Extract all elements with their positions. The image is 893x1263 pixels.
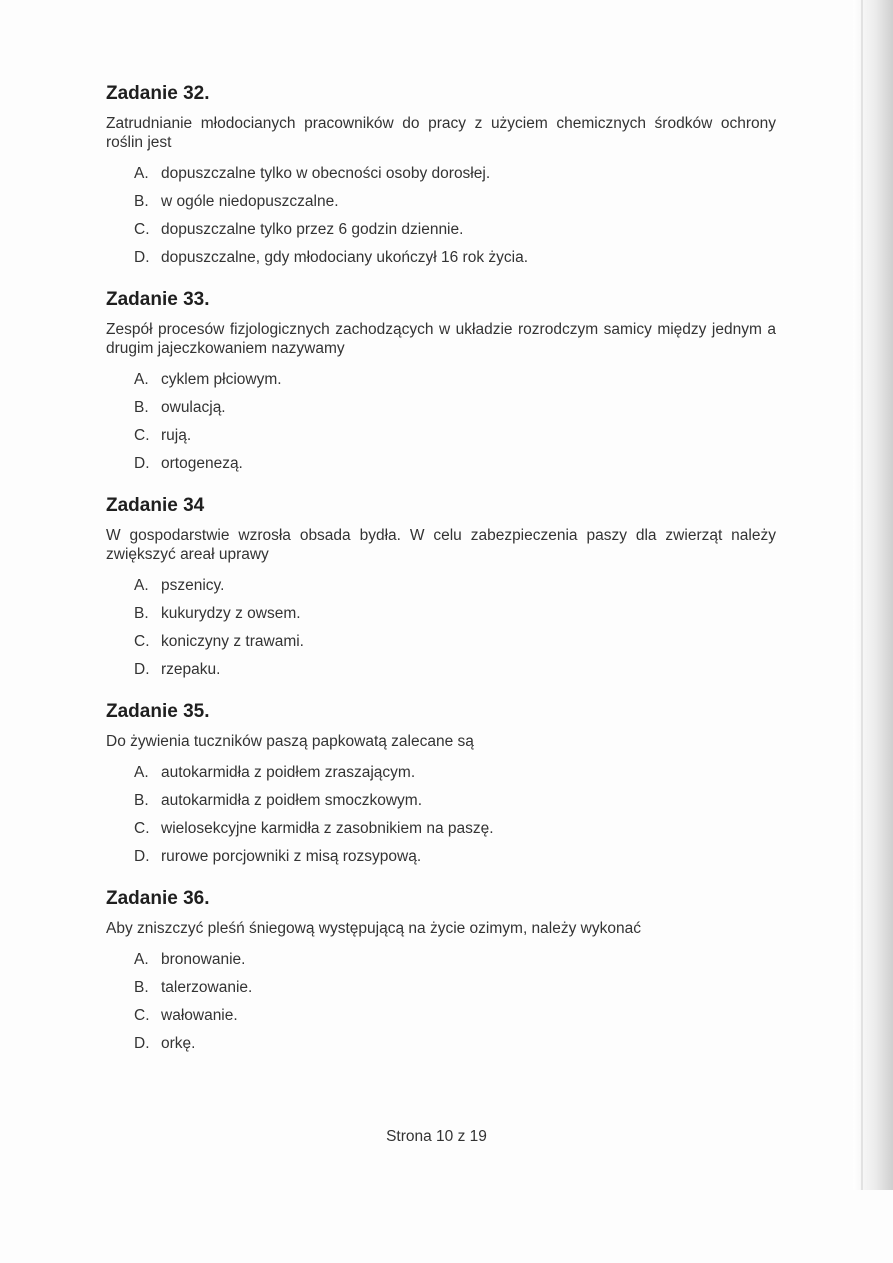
task-34: [106, 494, 776, 679]
answer-option-d: [134, 660, 776, 679]
answer-option-b: [134, 192, 776, 211]
answer-options: [106, 763, 776, 866]
option-letter: A.: [134, 577, 149, 594]
option-text: dopuszczalne, gdy młodociany ukończył 16 rok życia.: [161, 249, 529, 266]
answer-option-d: [134, 847, 776, 866]
answer-option-d: [134, 248, 776, 267]
task-question: Aby zniszczyć pleśń śniegową występującą na życie ozimym, należy wykonać: [106, 920, 641, 937]
option-text: w ogóle niedopuszczalne.: [161, 193, 339, 210]
option-letter: D.: [134, 848, 150, 865]
task-title: Zadanie 34: [106, 495, 205, 516]
answer-option-c: [134, 426, 776, 445]
answer-option-c: [134, 1006, 776, 1025]
task-question: Zespół procesów fizjologicznych zachodzących w układzie rozrodczym samicy między jednym a drugim jajeczkowaniem nazywamy: [106, 321, 776, 357]
option-letter: B.: [134, 979, 149, 996]
option-text: kukurydzy z owsem.: [161, 605, 301, 622]
option-letter: D.: [134, 661, 150, 678]
option-letter: C.: [134, 1007, 150, 1024]
answer-option-d: [134, 454, 776, 473]
answer-options: [106, 370, 776, 473]
option-text: wałowanie.: [161, 1007, 238, 1024]
option-letter: A.: [134, 371, 149, 388]
task-question: W gospodarstwie wzrosła obsada bydła. W celu zabezpieczenia paszy dla zwierząt należy zwiększyć areał uprawy: [106, 527, 776, 563]
answer-option-a: [134, 370, 776, 389]
option-text: ortogenezą.: [161, 455, 243, 472]
task-title: Zadanie 33.: [106, 289, 210, 310]
option-letter: A.: [134, 165, 149, 182]
page-edge-shadow: [853, 0, 893, 1190]
answer-option-a: [134, 950, 776, 969]
page-edge-line: [861, 0, 863, 1190]
task-question: Do żywienia tuczników paszą papkowatą zalecane są: [106, 733, 474, 750]
answer-options: [106, 950, 776, 1053]
option-text: cyklem płciowym.: [161, 371, 282, 388]
option-letter: C.: [134, 633, 150, 650]
answer-option-a: [134, 763, 776, 782]
option-letter: D.: [134, 455, 150, 472]
task-35: [106, 700, 776, 866]
option-letter: C.: [134, 820, 150, 837]
option-text: rurowe porcjowniki z misą rozsypową.: [161, 848, 422, 865]
task-title: Zadanie 35.: [106, 701, 210, 722]
option-letter: D.: [134, 249, 150, 266]
option-text: autokarmidła z poidłem smoczkowym.: [161, 792, 423, 809]
option-text: rzepaku.: [161, 661, 221, 678]
answer-option-b: [134, 791, 776, 810]
option-letter: A.: [134, 764, 149, 781]
page-number: Strona 10 z 19: [386, 1128, 487, 1145]
task-32: [106, 82, 776, 267]
option-text: wielosekcyjne karmidła z zasobnikiem na paszę.: [161, 820, 494, 837]
answer-options: [106, 164, 776, 267]
answer-option-a: [134, 164, 776, 183]
option-text: owulacją.: [161, 399, 226, 416]
answer-option-c: [134, 632, 776, 651]
answer-option-c: [134, 819, 776, 838]
option-text: autokarmidła z poidłem zraszającym.: [161, 764, 416, 781]
task-36: [106, 887, 776, 1053]
option-text: orkę.: [161, 1035, 196, 1052]
task-question: Zatrudnianie młodocianych pracowników do pracy z użyciem chemicznych środków ochrony roślin jest: [106, 115, 776, 151]
option-text: bronowanie.: [161, 951, 246, 968]
answer-option-b: [134, 978, 776, 997]
option-letter: B.: [134, 605, 149, 622]
option-letter: C.: [134, 221, 150, 238]
task-33: [106, 288, 776, 473]
answer-options: [106, 576, 776, 679]
option-text: talerzowanie.: [161, 979, 253, 996]
option-letter: D.: [134, 1035, 150, 1052]
option-letter: B.: [134, 399, 149, 416]
option-letter: B.: [134, 193, 149, 210]
answer-option-b: [134, 398, 776, 417]
answer-option-b: [134, 604, 776, 623]
answer-option-d: [134, 1034, 776, 1053]
task-title: Zadanie 36.: [106, 888, 210, 909]
option-text: rują.: [161, 427, 192, 444]
task-title: Zadanie 32.: [106, 83, 210, 104]
tasks-container: [106, 82, 776, 1074]
option-text: dopuszczalne tylko przez 6 godzin dziennie.: [161, 221, 464, 238]
option-letter: A.: [134, 951, 149, 968]
option-text: pszenicy.: [161, 577, 225, 594]
option-letter: C.: [134, 427, 150, 444]
option-letter: B.: [134, 792, 149, 809]
option-text: koniczyny z trawami.: [161, 633, 304, 650]
answer-option-a: [134, 576, 776, 595]
option-text: dopuszczalne tylko w obecności osoby dorosłej.: [161, 165, 491, 182]
answer-option-c: [134, 220, 776, 239]
